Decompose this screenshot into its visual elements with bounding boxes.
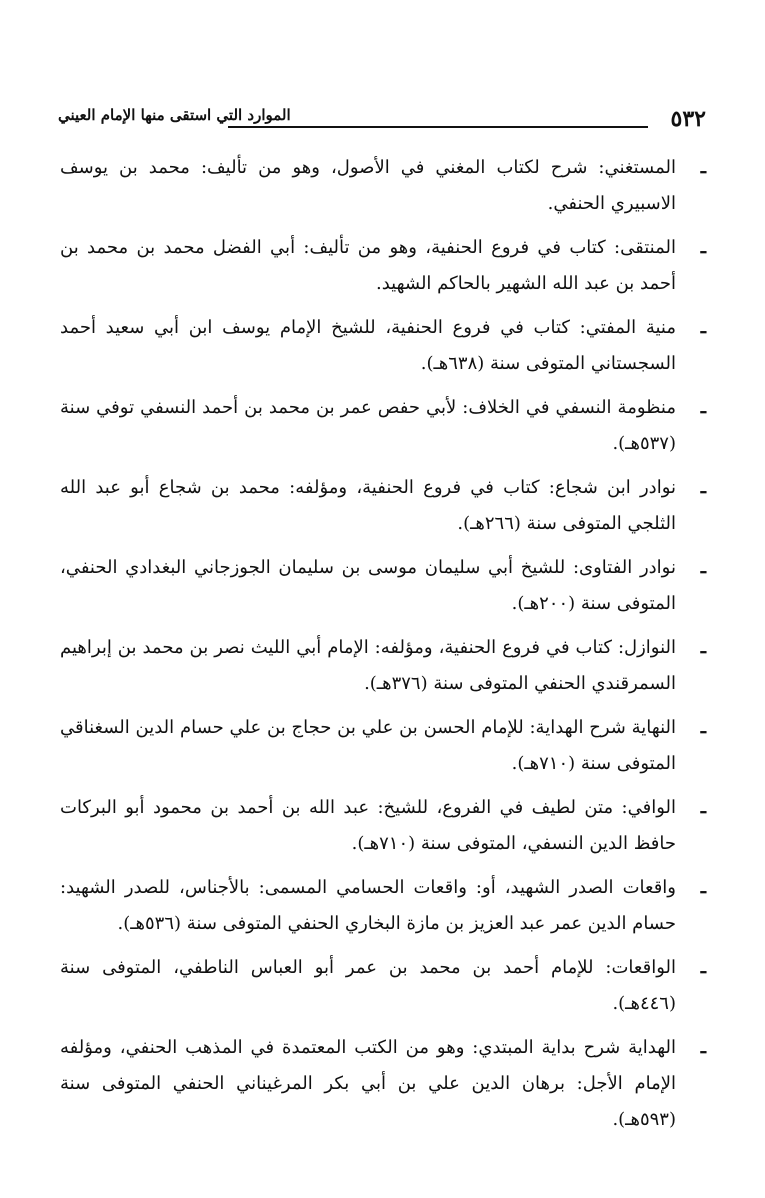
list-item — [60, 950, 706, 1022]
page-header — [58, 100, 706, 140]
list-item — [60, 790, 706, 862]
list-item — [60, 470, 706, 542]
entry-text: نوادر ابن شجاع: كتاب في فروع الحنفية، ومؤلفه: محمد بن شجاع أبو عبد الله الثلجي المتوفى سنة (٢٦٦هـ). — [60, 477, 676, 534]
entry-text: المنتقى: كتاب في فروع الحنفية، وهو من تأليف: أبي الفضل محمد بن محمد بن أحمد بن عبد الله الشهير بالحاكم الشهيد. — [60, 237, 676, 294]
entry-text: منية المفتي: كتاب في فروع الحنفية، للشيخ الإمام يوسف ابن أبي سعيد أحمد السجستاني المتوفى سنة (٦٣٨هـ). — [60, 317, 676, 374]
entry-text: النهاية شرح الهداية: للإمام الحسن بن علي بن حجاج بن علي حسام الدين السغناقي المتوفى سنة (٧١٠هـ). — [60, 717, 676, 774]
bullet-dash: ـ — [700, 317, 706, 338]
list-item — [60, 630, 706, 702]
entry-text: نوادر الفتاوى: للشيخ أبي سليمان موسى بن سليمان الجوزجاني البغدادي الحنفي، المتوفى سنة (٢٠٠هـ). — [60, 557, 676, 614]
entry-text: الوافي: متن لطيف في الفروع، للشيخ: عبد الله بن أحمد بن محمود أبو البركات حافظ الدين النسفي، المتوفى سنة (٧١٠هـ). — [60, 797, 676, 854]
bullet-dash: ـ — [700, 237, 706, 258]
list-item — [60, 550, 706, 622]
bullet-dash: ـ — [700, 797, 706, 818]
entry-text: الواقعات: للإمام أحمد بن محمد بن عمر أبو العباس الناطفي، المتوفى سنة (٤٤٦هـ). — [60, 957, 676, 1014]
entry-text: النوازل: كتاب في فروع الحنفية، ومؤلفه: الإمام أبي الليث نصر بن محمد بن إبراهيم السمرقندي الحنفي المتوفى سنة (٣٧٦هـ). — [60, 637, 676, 694]
entry-list — [60, 150, 706, 1146]
list-item — [60, 150, 706, 222]
bullet-dash: ـ — [700, 717, 706, 738]
entry-text: المستغني: شرح لكتاب المغني في الأصول، وهو من تأليف: محمد بن يوسف الاسبيري الحنفي. — [60, 157, 676, 214]
list-item — [60, 870, 706, 942]
bullet-dash: ـ — [700, 397, 706, 418]
list-item — [60, 310, 706, 382]
entry-text: واقعات الصدر الشهيد، أو: واقعات الحسامي المسمى: بالأجناس، للصدر الشهيد: حسام الدين عمر عبد العزيز بن مازة البخاري الحنفي المتوفى سنة (٥٣٦هـ). — [60, 877, 676, 934]
bullet-dash: ـ — [700, 637, 706, 658]
bullet-dash: ـ — [700, 477, 706, 498]
running-title: الموارد التي استقى منها الإمام العيني — [58, 106, 291, 124]
list-item — [60, 1030, 706, 1138]
bullet-dash: ـ — [700, 557, 706, 578]
entry-text: منظومة النسفي في الخلاف: لأبي حفص عمر بن محمد بن أحمد النسفي توفي سنة (٥٣٧هـ). — [60, 397, 676, 454]
bullet-dash: ـ — [700, 157, 706, 178]
bullet-dash: ـ — [700, 1037, 706, 1058]
page-number: ٥٣٢ — [670, 106, 706, 132]
bullet-dash: ـ — [700, 957, 706, 978]
list-item — [60, 230, 706, 302]
list-item — [60, 390, 706, 462]
entry-text: الهداية شرح بداية المبتدي: وهو من الكتب المعتمدة في المذهب الحنفي، ومؤلفه الإمام الأجل: برهان الدين علي بن أبي بكر المرغيناني الحنفي المتوفى سنة (٥٩٣هـ). — [60, 1037, 676, 1130]
header-rule — [228, 126, 648, 128]
bullet-dash: ـ — [700, 877, 706, 898]
list-item — [60, 710, 706, 782]
